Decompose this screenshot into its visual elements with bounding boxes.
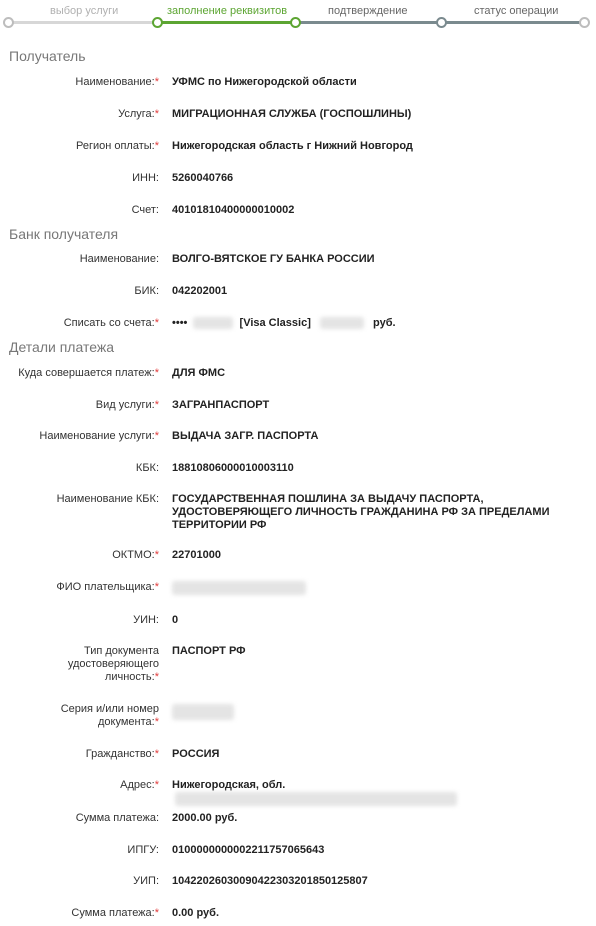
field-label: ОКТМО:* — [112, 549, 159, 561]
step-dot-2 — [152, 17, 163, 28]
step-line-done — [10, 21, 156, 24]
required-marker: * — [154, 779, 159, 791]
section-title-bank: Банк получателя — [9, 226, 119, 242]
inn-value: 5260040766 — [172, 172, 234, 184]
field-label: Куда совершается платеж:* — [18, 367, 159, 379]
service-type-value: ЗАГРАНПАСПОРТ — [172, 399, 270, 411]
step-line-pending-1 — [297, 21, 441, 24]
field-label: КБК: — [135, 462, 159, 474]
field-label: УИП: — [133, 875, 159, 887]
step-dot-3 — [290, 17, 301, 28]
field-label: Сумма платежа: — [75, 812, 159, 824]
service-value: МИГРАЦИОННАЯ СЛУЖБА (ГОСПОШЛИНЫ) — [172, 108, 412, 120]
region-value: Нижегородская область г Нижний Новгород — [172, 140, 413, 152]
card-mask: •••• — [172, 317, 188, 329]
field-label: УИН: — [133, 614, 159, 626]
field-label: Списать со счета:* — [63, 317, 159, 329]
section-title-recipient: Получатель — [9, 48, 86, 64]
field-label: Адрес:* — [120, 779, 159, 791]
field-label: ФИО плательщика:* — [56, 581, 159, 593]
section-title-details: Детали платежа — [9, 339, 114, 355]
kbk-name-value: ГОСУДАРСТВЕННАЯ ПОШЛИНА ЗА ВЫДАЧУ ПАСПОРТА, УДОСТОВЕРЯЮЩЕГО ЛИЧНОСТЬ ГРАЖДАНИНА РФ ЗА ПРЕДЕЛАМИ ТЕРРИТОРИИ РФ — [172, 493, 550, 531]
required-marker: * — [154, 399, 159, 411]
field-label: Регион оплаты:* — [75, 140, 159, 152]
uin-value: 0 — [172, 614, 179, 626]
required-marker: * — [154, 108, 159, 120]
step-label-status: статус операции — [474, 5, 559, 17]
required-marker: * — [154, 76, 159, 88]
destination-value: ДЛЯ ФМС — [172, 367, 226, 379]
required-marker: * — [154, 671, 159, 683]
field-label: ИНН: — [132, 172, 159, 184]
required-marker: * — [154, 140, 159, 152]
field-label: Счет: — [131, 204, 159, 216]
required-marker: * — [154, 317, 159, 329]
account-value: 40101810400000010002 — [172, 204, 295, 216]
required-marker: * — [154, 430, 159, 442]
required-marker: * — [154, 907, 159, 919]
sum-value: 2000.00 руб. — [172, 812, 238, 824]
kbk-value: 18810806000010003110 — [172, 462, 294, 474]
field-label: ИПГУ: — [127, 844, 159, 856]
citizenship-value: РОССИЯ — [172, 748, 220, 760]
address-region: Нижегородская, обл. — [172, 779, 286, 791]
bik-value: 042202001 — [172, 285, 228, 297]
field-label: Сумма платежа:* — [71, 907, 159, 919]
required-marker: * — [154, 549, 159, 561]
progress-steps — [0, 0, 596, 30]
field-label: Наименование: — [79, 253, 159, 265]
doc-type-value: ПАСПОРТ РФ — [172, 645, 246, 657]
address-value[interactable] — [172, 779, 572, 806]
step-label-fill-details: заполнение реквизитов — [167, 5, 288, 17]
debit-account-value[interactable] — [172, 317, 572, 330]
required-marker: * — [154, 581, 159, 593]
step-dot-1 — [3, 17, 14, 28]
step-dot-4 — [436, 17, 447, 28]
card-type: [Visa Classic] — [239, 317, 311, 329]
step-label-select-service: выбор услуги — [50, 5, 119, 17]
field-label: Вид услуги:* — [95, 399, 159, 411]
blurred-balance — [320, 317, 364, 329]
blurred-card-number — [193, 317, 233, 329]
required-marker: * — [154, 716, 159, 728]
sum-due-value[interactable]: 0.00 руб. — [172, 907, 220, 919]
bank-name-value: ВОЛГО-ВЯТСКОЕ ГУ БАНКА РОССИИ — [172, 253, 375, 265]
step-dot-5 — [579, 17, 590, 28]
field-label: Услуга:* — [118, 108, 159, 120]
field-label: БИК: — [134, 285, 159, 297]
blurred-payer-name — [172, 581, 306, 595]
ipgu-value: 0100000000002211757065643 — [172, 844, 325, 856]
blurred-address — [175, 792, 457, 806]
service-name-value: ВЫДАЧА ЗАГР. ПАСПОРТА — [172, 430, 319, 442]
oktmo-value: 22701000 — [172, 549, 221, 561]
required-marker: * — [154, 367, 159, 379]
recipient-name-value: УФМС по Нижегородской области — [172, 76, 357, 88]
currency-label: руб. — [373, 317, 396, 329]
uip-value: 10422026030090422303201850125807 — [172, 875, 368, 887]
field-label: Наименование услуги:* — [39, 430, 159, 442]
field-label: Наименование:* — [75, 76, 159, 88]
step-line-active — [158, 21, 295, 24]
payer-name-value[interactable] — [172, 581, 572, 595]
field-label: Тип документа удостоверяющего личность:* — [67, 645, 159, 683]
field-label: Гражданство:* — [85, 748, 159, 760]
blurred-doc-number — [172, 704, 234, 720]
field-label: Серия и/или номер документа:* — [60, 703, 159, 728]
field-label: Наименование КБК: — [56, 493, 159, 505]
required-marker: * — [154, 748, 159, 760]
doc-number-value[interactable] — [172, 703, 572, 720]
step-line-pending-2 — [443, 21, 584, 24]
step-label-confirm: подтверждение — [328, 5, 408, 17]
